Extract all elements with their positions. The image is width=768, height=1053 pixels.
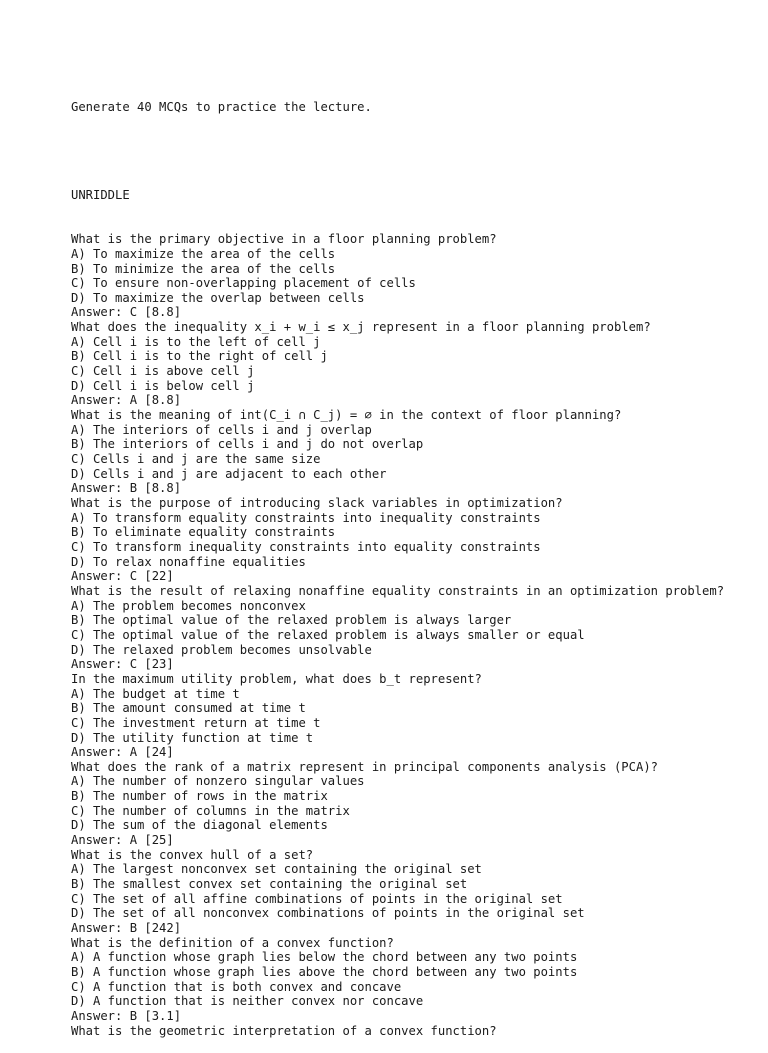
answer-option: A) The problem becomes nonconvex (71, 598, 306, 613)
answer-option: C) The number of columns in the matrix (71, 803, 350, 818)
prompt-line: Generate 40 MCQs to practice the lecture. (71, 100, 372, 115)
answer-option: D) To maximize the overlap between cells (71, 290, 365, 305)
answer-key: Answer: A [25] (71, 833, 174, 848)
question-text: What is the result of relaxing nonaffine equality constraints in an optimization problem? (71, 583, 725, 598)
answer-option: A) A function whose graph lies below the chord between any two points (71, 950, 578, 965)
question-text: What is the convex hull of a set? (71, 847, 314, 862)
answer-option: A) The largest nonconvex set containing the original set (71, 862, 482, 877)
answer-key: Answer: C [8.8] (71, 305, 182, 320)
answer-option: C) To ensure non-overlapping placement of cells (71, 276, 416, 291)
answer-key: Answer: B [8.8] (71, 481, 182, 496)
question-text: What is the purpose of introducing slack variables in optimization? (71, 496, 563, 511)
question-block (71, 760, 751, 848)
answer-option: D) To relax nonaffine equalities (71, 554, 306, 569)
question-text: What does the rank of a matrix represent in principal components analysis (PCA)? (71, 759, 658, 774)
answer-option: B) A function whose graph lies above the chord between any two points (71, 965, 578, 980)
question-block (71, 672, 751, 760)
answer-key: Answer: A [8.8] (71, 393, 182, 408)
question-text: What is the geometric interpretation of a convex function? (71, 1023, 497, 1038)
answer-option: B) To minimize the area of the cells (71, 261, 336, 276)
question-block (71, 496, 751, 584)
question-block (71, 1024, 751, 1039)
source-heading: UNRIDDLE (71, 188, 130, 203)
question-text: In the maximum utility problem, what does b_t represent? (71, 671, 482, 686)
answer-option: B) To eliminate equality constraints (71, 525, 336, 540)
question-block (71, 936, 751, 1024)
answer-option: C) Cell i is above cell j (71, 364, 255, 379)
answer-option: C) The optimal value of the relaxed problem is always smaller or equal (71, 627, 585, 642)
answer-option: B) The number of rows in the matrix (71, 789, 328, 804)
answer-option: C) To transform inequality constraints into equality constraints (71, 539, 541, 554)
answer-option: B) The interiors of cells i and j do not overlap (71, 437, 424, 452)
question-text: What is the primary objective in a floor planning problem? (71, 232, 497, 247)
answer-option: C) The set of all affine combinations of points in the original set (71, 891, 563, 906)
answer-option: A) To transform equality constraints into inequality constraints (71, 510, 541, 525)
answer-option: C) The investment return at time t (71, 715, 321, 730)
answer-option: D) The utility function at time t (71, 730, 314, 745)
answer-option: D) The set of all nonconvex combinations of points in the original set (71, 906, 585, 921)
answer-option: D) Cell i is below cell j (71, 378, 255, 393)
blank-line (71, 144, 751, 159)
question-text: What is the meaning of int(C_i ∩ C_j) = ∅ in the context of floor planning? (71, 408, 622, 423)
answer-option: D) The sum of the diagonal elements (71, 818, 328, 833)
answer-option: D) A function that is neither convex nor concave (71, 994, 424, 1009)
answer-key: Answer: B [242] (71, 921, 182, 936)
question-block (71, 232, 751, 320)
answer-key: Answer: C [22] (71, 569, 174, 584)
answer-option: A) Cell i is to the left of cell j (71, 334, 321, 349)
question-text: What does the inequality x_i + w_i ≤ x_j represent in a floor planning problem? (71, 320, 651, 335)
answer-option: A) The budget at time t (71, 686, 240, 701)
answer-option: C) A function that is both convex and concave (71, 979, 402, 994)
answer-option: B) The optimal value of the relaxed problem is always larger (71, 613, 512, 628)
question-block (71, 320, 751, 408)
answer-option: A) The interiors of cells i and j overlap (71, 422, 372, 437)
question-block (71, 584, 751, 672)
answer-key: Answer: A [24] (71, 745, 174, 760)
question-block (71, 848, 751, 936)
answer-key: Answer: C [23] (71, 657, 174, 672)
question-block (71, 408, 751, 496)
answer-option: A) To maximize the area of the cells (71, 246, 336, 261)
document-text (71, 71, 751, 1053)
answer-option: D) The relaxed problem becomes unsolvable (71, 642, 372, 657)
answer-option: B) The amount consumed at time t (71, 701, 306, 716)
answer-option: B) Cell i is to the right of cell j (71, 349, 328, 364)
question-text: What is the definition of a convex function? (71, 935, 394, 950)
answer-option: A) The number of nonzero singular values (71, 774, 365, 789)
answer-key: Answer: B [3.1] (71, 1008, 182, 1023)
question-list (71, 232, 751, 1038)
answer-option: C) Cells i and j are the same size (71, 452, 321, 467)
answer-option: B) The smallest convex set containing the original set (71, 877, 468, 892)
answer-option: D) Cells i and j are adjacent to each other (71, 466, 387, 481)
